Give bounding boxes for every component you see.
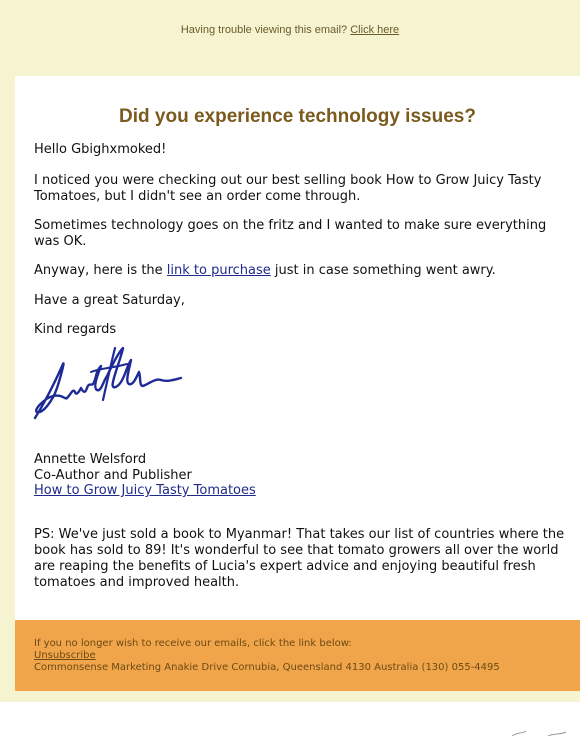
email-content-panel	[15, 76, 580, 620]
greeting-text: Hello Gbighxmoked!	[34, 142, 167, 157]
signer-title: Co-Author and Publisher	[34, 468, 192, 483]
click-here-link[interactable]: Click here	[350, 24, 400, 36]
signature-image	[31, 342, 191, 424]
signer-book-link-row	[34, 483, 574, 499]
purchase-link[interactable]: link to purchase	[166, 263, 271, 278]
signer-name: Annette Welsford	[34, 452, 147, 467]
book-link[interactable]: How to Grow Juicy Tasty Tomatoes	[34, 483, 256, 498]
company-address: Commonsense Marketing Anakie Drive Cornubia, Queensland 4130 Australia (130) 055-4495	[34, 662, 500, 673]
footer-text-block	[34, 638, 574, 674]
kind-regards-text: Kind regards	[34, 322, 117, 337]
purchase-text-before: Anyway, here is the	[34, 263, 167, 278]
paragraph-purchase-link	[34, 263, 574, 279]
purchase-text-after: just in case something went awry.	[270, 263, 496, 278]
email-headline: Did you experience technology issues?	[119, 106, 476, 127]
trouble-viewing-text: Having trouble viewing this email?	[180, 24, 348, 36]
paragraph-browsing-notice: I noticed you were checking out our best selling book How to Grow Juicy Tasty Tomatoes, but I didn't see an order come through.	[34, 173, 542, 204]
bottom-corner-decoration	[508, 730, 578, 736]
email-footer	[15, 620, 580, 691]
ps-paragraph: PS: We've just sold a book to Myanmar! That takes our list of countries where the book has sold to 89! It's wonderful to see that tomato growers all over the world are reaping the benefits of Lucia's expert advice and enjoying beautiful fresh tomatoes and improved health.	[34, 527, 565, 590]
unsubscribe-link[interactable]: Unsubscribe	[34, 650, 96, 661]
paragraph-technology-issue: Sometimes technology goes on the fritz and I wanted to make sure everything was OK.	[34, 218, 547, 249]
unsubscribe-notice: If you no longer wish to receive our emails, click the link below:	[34, 638, 352, 649]
closing-greeting: Have a great Saturday,	[34, 293, 185, 308]
view-online-bar	[0, 0, 580, 76]
view-online-text	[0, 24, 580, 36]
